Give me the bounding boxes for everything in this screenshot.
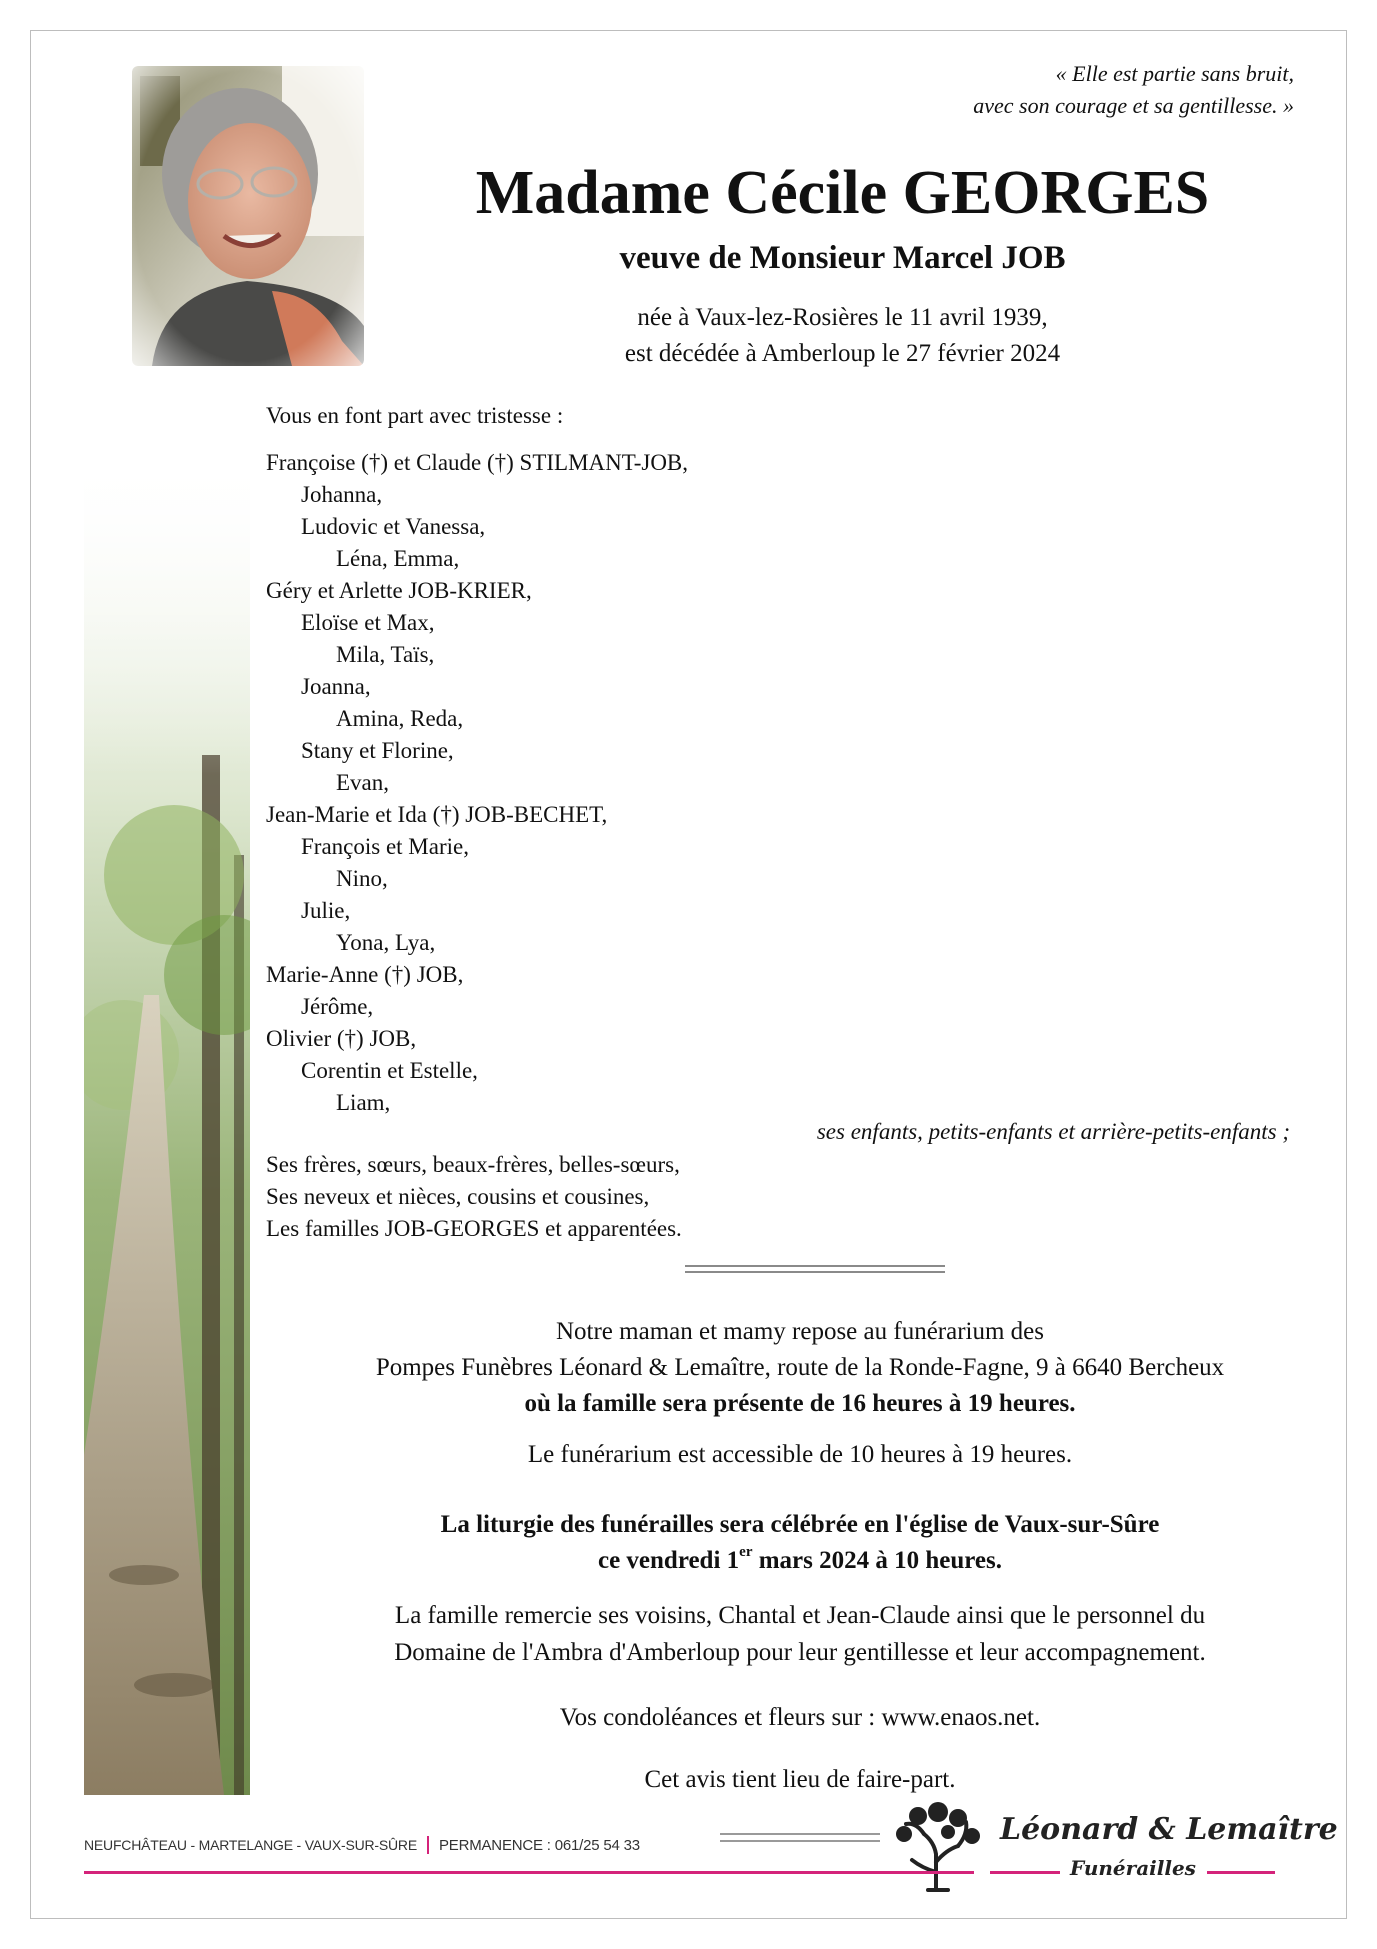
family-member: Stany et Florine, (301, 738, 454, 763)
footer-locations: NEUFCHÂTEAU - MARTELANGE - VAUX-SUR-SÛRE (84, 1837, 417, 1853)
thanks-line: Domaine de l'Ambra d'Amberloup pour leur gentillesse et leur accompagnement. (394, 1639, 1206, 1666)
rest-line: Notre maman et mamy repose au funérarium des (555, 1318, 1044, 1345)
family-member: Géry et Arlette JOB-KRIER, (266, 578, 532, 603)
family-member: Léna, Emma, (336, 546, 460, 571)
footer-pink-rule (84, 1871, 974, 1874)
family-member: Amina, Reda, (336, 706, 464, 731)
liturgy-date-pre: ce vendredi 1 (597, 1547, 740, 1574)
tree-logo-icon (888, 1802, 988, 1894)
quote-line: « Elle est partie sans bruit, (1055, 61, 1294, 86)
death-line: est décédée à Amberloup le 27 février 2024 (624, 340, 1061, 367)
family-member: Françoise (†) et Claude (†) STILMANT-JOB, (266, 450, 689, 475)
access-hours: Le funérarium est accessible de 10 heures à 19 heures. (527, 1441, 1073, 1468)
kinship-line: ses enfants, petits-enfants et arrière-petits-enfants ; (816, 1119, 1290, 1144)
footer-separator (427, 1836, 429, 1854)
family-member: Yona, Lya, (336, 930, 436, 955)
section-divider (685, 1265, 945, 1274)
forest-path-image (84, 455, 250, 1795)
footer-contact (84, 1836, 640, 1854)
brand-accent-right (1207, 1871, 1275, 1874)
brand-name: Léonard & Lemaître (1000, 1812, 1338, 1847)
thanks-message (290, 1597, 1310, 1671)
footer-permanence: PERMANENCE : 061/25 54 33 (438, 1836, 640, 1854)
family-member: Julie, (301, 898, 351, 923)
family-list (266, 447, 688, 1119)
brand-subtitle: Funérailles (1070, 1856, 1196, 1880)
brand-accent-left (990, 1871, 1060, 1874)
family-member: Nino, (336, 866, 388, 891)
family-member: Johanna, (301, 482, 383, 507)
family-member: Olivier (†) JOB, (266, 1026, 417, 1051)
footer-divider (720, 1833, 880, 1843)
family-member: Evan, (336, 770, 390, 795)
ordinal-suffix: er (739, 1543, 753, 1560)
family-member: Jean-Marie et Ida (†) JOB-BECHET, (266, 802, 608, 827)
liturgy-date (290, 1543, 1310, 1579)
funerarium-info (290, 1314, 1310, 1422)
liturgy-date-post: mars 2024 à 10 heures. (752, 1547, 1003, 1574)
family-member: Joanna, (301, 674, 371, 699)
epitaph-quote (973, 58, 1294, 122)
family-member: Mila, Taïs, (336, 642, 435, 667)
deceased-spouse: veuve de Monsieur Marcel JOB (619, 240, 1066, 276)
family-member: Jérôme, (301, 994, 374, 1019)
family-member: Marie-Anne (†) JOB, (266, 962, 464, 987)
faire-part-note: Cet avis tient lieu de faire-part. (644, 1766, 956, 1793)
thanks-line: La famille remercie ses voisins, Chantal et Jean-Claude ainsi que le personnel du (394, 1602, 1206, 1629)
relatives-line: Les familles JOB-GEORGES et apparentées. (266, 1216, 682, 1241)
quote-line: avec son courage et sa gentillesse. » (973, 93, 1294, 118)
birth-line: née à Vaux-lez-Rosières le 11 avril 1939, (637, 304, 1048, 331)
condolences-link: Vos condoléances et fleurs sur : www.enaos.net. (559, 1704, 1041, 1731)
deceased-name: Madame Cécile GEORGES (475, 159, 1210, 227)
announcement-intro: Vous en font part avec tristesse : (266, 403, 564, 428)
other-relatives (266, 1149, 682, 1245)
family-member: Ludovic et Vanessa, (301, 514, 486, 539)
family-member: Corentin et Estelle, (301, 1058, 478, 1083)
rest-line: Pompes Funèbres Léonard & Lemaître, route de la Ronde-Fagne, 9 à 6640 Bercheux (375, 1354, 1225, 1381)
life-dates (400, 300, 1285, 372)
liturgy-info (290, 1507, 1310, 1579)
portrait-photo (132, 66, 364, 366)
family-member: François et Marie, (301, 834, 469, 859)
family-member: Liam, (336, 1090, 391, 1115)
liturgy-line: La liturgie des funérailles sera célébrée en l'église de Vaux-sur-Sûre (440, 1511, 1160, 1538)
visiting-hours: où la famille sera présente de 16 heures à 19 heures. (524, 1390, 1076, 1417)
family-member: Eloïse et Max, (301, 610, 435, 635)
relatives-line: Ses neveux et nièces, cousins et cousines, (266, 1184, 650, 1209)
relatives-line: Ses frères, sœurs, beaux-frères, belles-sœurs, (266, 1152, 680, 1177)
